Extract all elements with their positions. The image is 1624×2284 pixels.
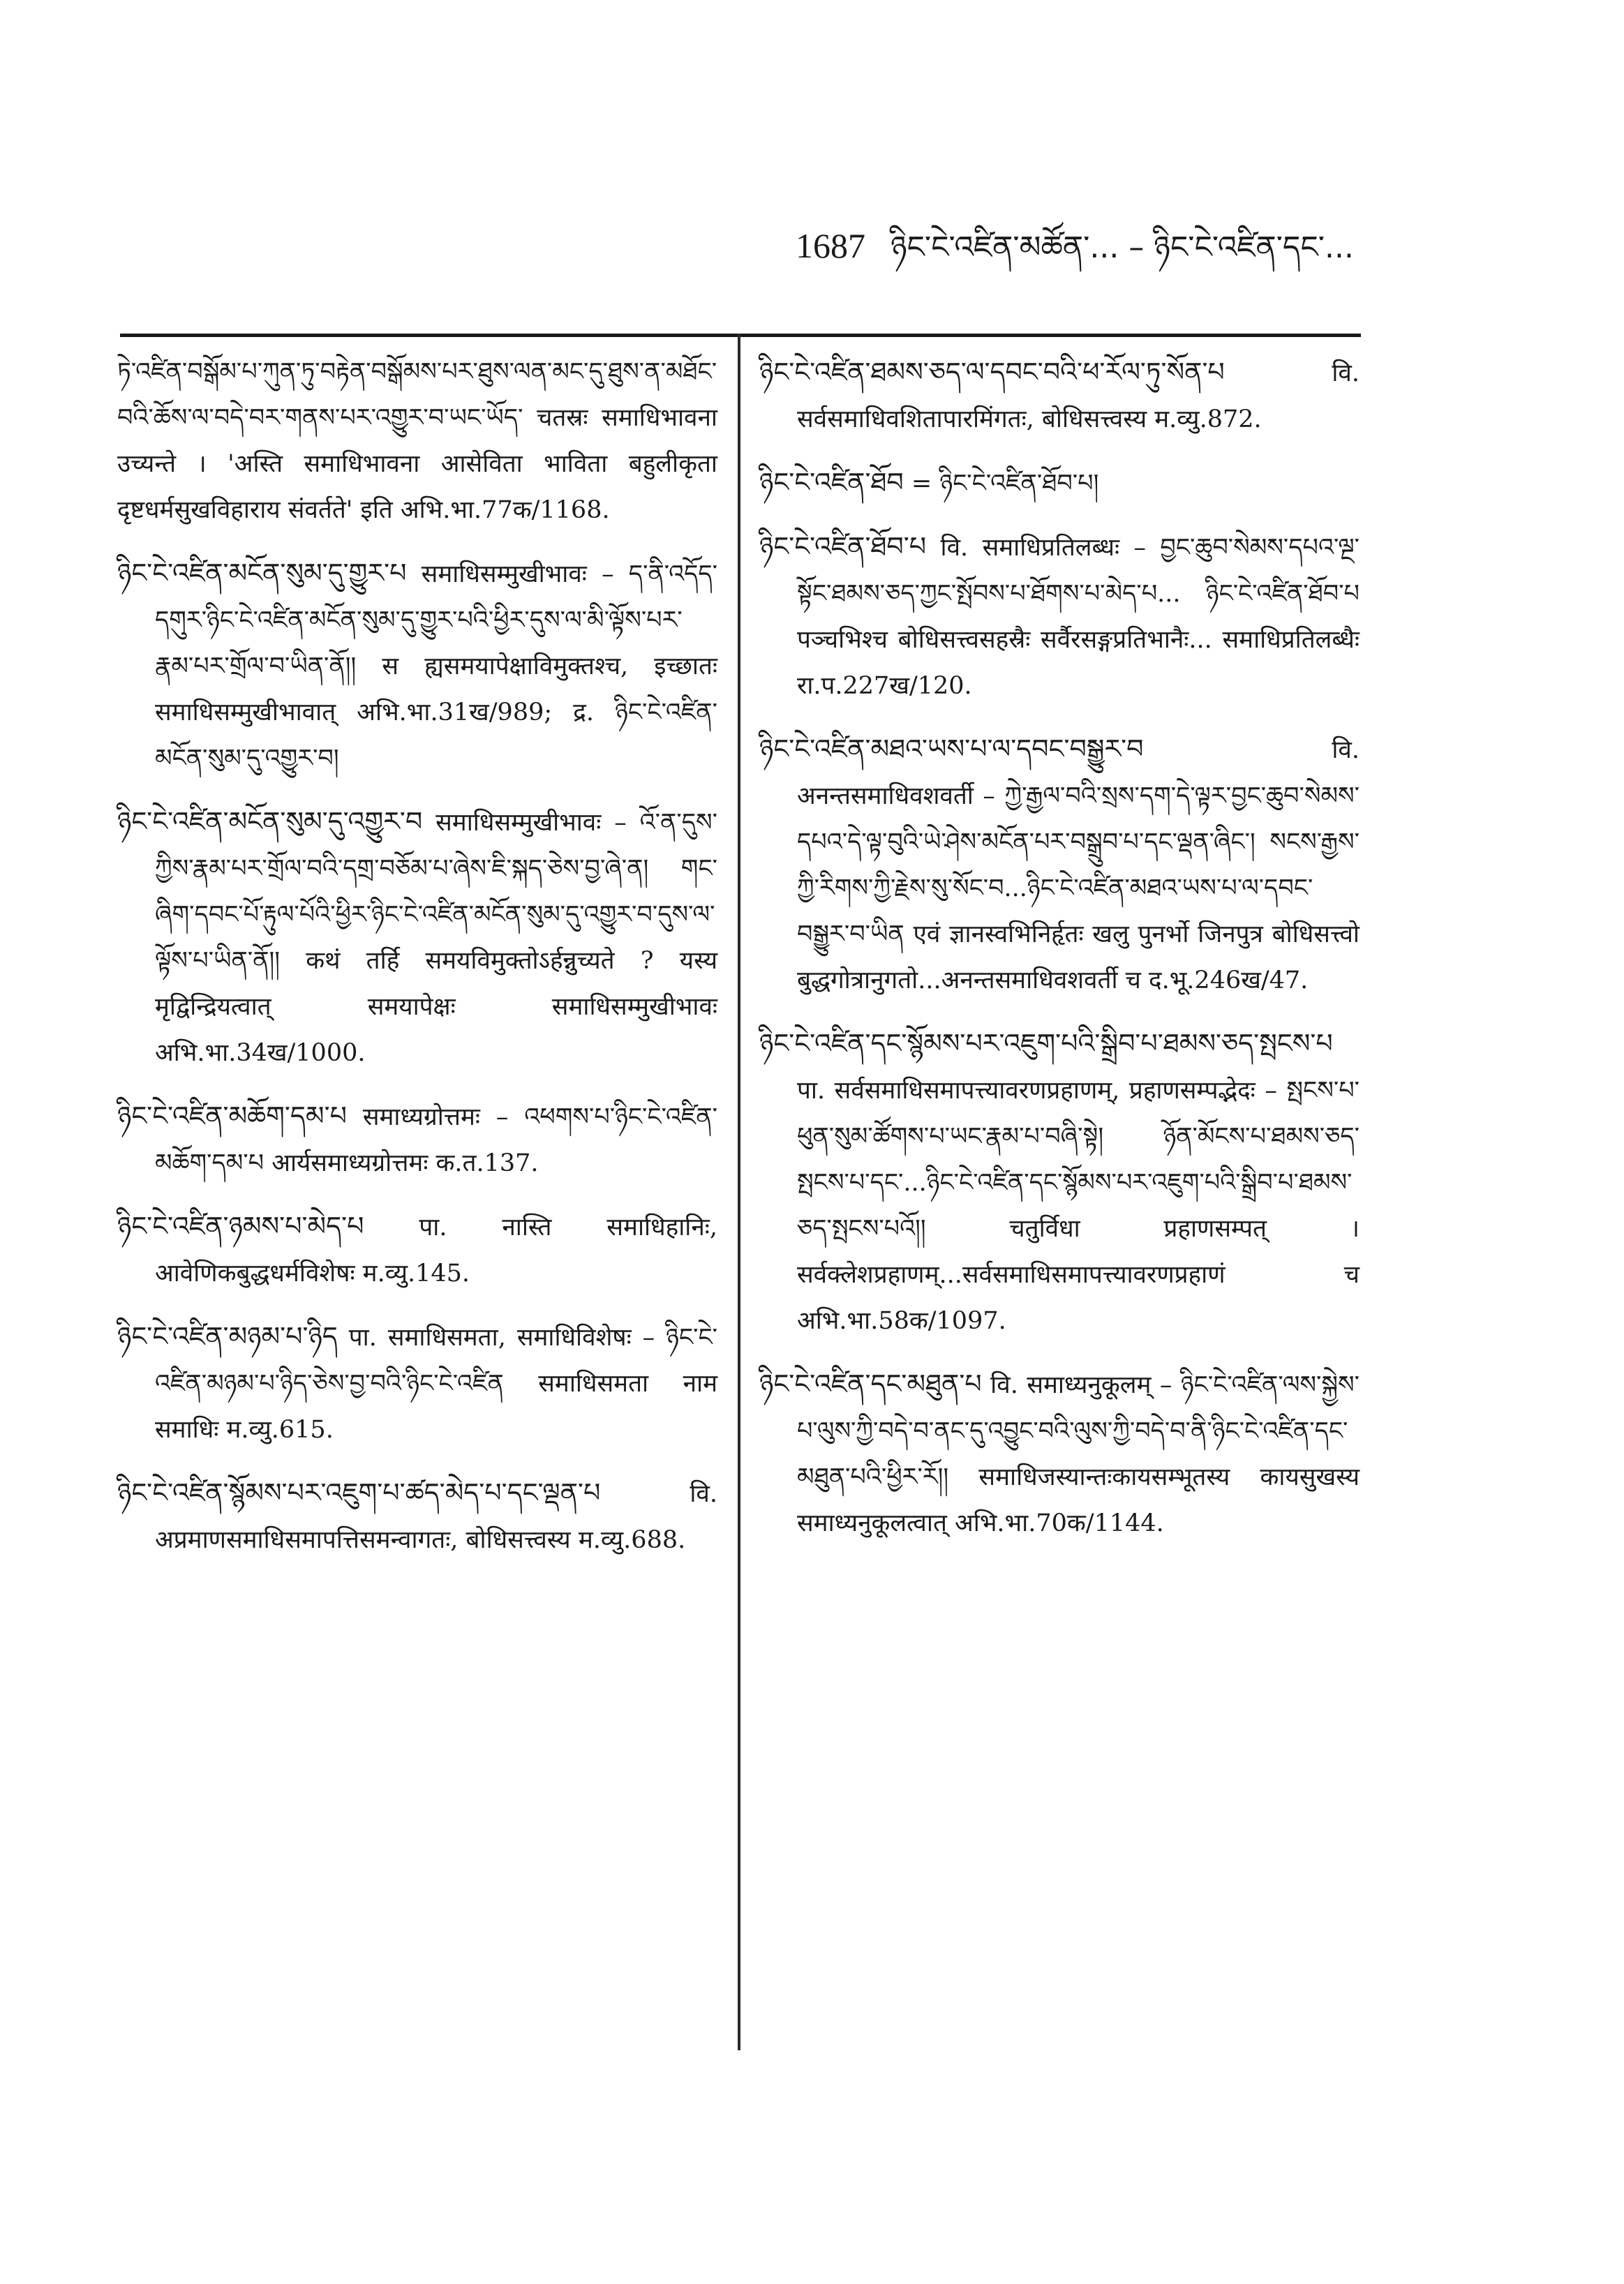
entry-body: समाधिसम्मुखीभावः – འོ་ན་དུས་ཀྱིས་རྣམ་པར་གྲོལ་བའི་དགྲ་བཅོམ་པ་ཞེས་ཇི་སྐད་ཅེས་བྱ་ཞེ་ན། གང་ཞིག་དབང་པོ་རྟུལ་པོའི་ཕྱིར་ཉིང་ངེ་འཛིན་མངོན་སུམ་དུ་འགྱུར་བ་དུས་ལ་ལྟོས་པ་ཡིན་ནོ།། कथं तर्हि समयविमुक्तोऽर्हन्नुच्यते ? यस्य मृद्विन्द्रियत्वात् समयापेक्षः समाधिसम्मुखीभावः अभि.भा.34ख/1000. bbox=[155, 809, 717, 1067]
dictionary-entry bbox=[759, 1020, 1359, 1344]
entry-body: वि. अप्रमाणसमाधिसमापत्तिसमन्वागतः, बोधिसत्त्वस्य म.व्यु.688. bbox=[155, 1480, 717, 1554]
entry-headword: ཉིང་ངེ་འཛིན་མངོན་སུམ་དུ་འགྱུར་བ bbox=[117, 806, 423, 837]
dictionary-entry bbox=[117, 1203, 717, 1297]
entry-body: ཏེ་འཛིན་བསྒོམ་པ་ཀུན་ཏུ་བརྟེན་བསྒོམས་པར་ཐུས་ལན་མང་དུ་ཐུས་ན་མཐོང་བའི་ཆོས་ལ་བདེ་བར་གནས་པར་འགྱུར་བ་ཡང་ཡོད་ चतस्रः समाधिभावना उच्यन्ते । 'अस्ति समाधिभावना आसेविता भाविता बहुलीकृता दृष्टधर्मसुखविहाराय संवर्तते' इति अभि.भा.77क/1168. bbox=[117, 358, 717, 524]
running-head bbox=[698, 225, 1354, 269]
entry-headword: ཉིང་ངེ་འཛིན་མཐའ་ཡས་པ་ལ་དབང་བསྒྱུར་བ bbox=[759, 733, 1144, 764]
dictionary-entry bbox=[117, 1470, 717, 1563]
entry-headword: ཉིང་ངེ་འཛིན་ཐོབ bbox=[759, 467, 904, 498]
running-head-text: ཉིང་ངེ་འཛིན་མཚོན་... – ཉིང་ངེ་འཛིན་དང་... bbox=[890, 230, 1354, 265]
entry-headword: ཉིང་ངེ་འཛིན་མཆོག་དམ་པ bbox=[117, 1100, 347, 1131]
header-rule bbox=[120, 334, 1361, 337]
entry-headword: ཉིང་ངེ་འཛིན་མཉམ་པ་ཉིད bbox=[117, 1321, 338, 1352]
dictionary-entry bbox=[117, 1313, 717, 1453]
entry-headword: ཉིང་ངེ་འཛིན་སྙོམས་པར་འཇུག་པ་ཚད་མེད་པ་དང་ལྡན་པ bbox=[117, 1477, 601, 1508]
entry-body: वि. समाध्यनुकूलम् – ཉིང་ངེ་འཛིན་ལས་སྐྱེས་པ་ལུས་ཀྱི་བདེ་བ་ནང་དུ་འབྱུང་བའི་ལུས་ཀྱི་བདེ་བ་ནི་ཉིང་ངེ་འཛིན་དང་མཐུན་པའི་ཕྱིར་རོ།། समाधिजस्यान्तःकायसम्भूतस्य कायसुखस्य समाध्यनुकूलत्वात् अभि.भा.70क/1144. bbox=[797, 1371, 1359, 1537]
entry-body: पा. समाधिसमता, समाधिविशेषः – ཉིང་ངེ་འཛིན་མཉམ་པ་ཉིད་ཅེས་བྱ་བའི་ཉིང་ངེ་འཛིན समाधिसमता नाम समाधिः म.व्यु.615. bbox=[155, 1324, 717, 1444]
dictionary-entry-continued bbox=[117, 349, 717, 533]
dictionary-entry bbox=[759, 349, 1359, 442]
entry-body: वि. सर्वसमाधिवशितापारमिंगतः, बोधिसत्त्वस्य म.व्यु.872. bbox=[797, 359, 1359, 433]
entry-body: पा. नास्ति समाधिहानिः, आवेणिकबुद्धधर्मविशेषः म.व्यु.145. bbox=[155, 1214, 717, 1287]
dictionary-entry bbox=[117, 550, 717, 782]
dictionary-entry bbox=[759, 1361, 1359, 1546]
dictionary-entry bbox=[759, 726, 1359, 1003]
dictionary-entry bbox=[759, 523, 1359, 709]
right-column bbox=[759, 349, 1359, 1563]
entry-body: समाधिसम्मुखीभावः – ད་ནི་འདོད་དགུར་ཉིང་ངེ་འཛིན་མངོན་སུམ་དུ་གྱུར་པའི་ཕྱིར་དུས་ལ་མི་ལྟོས་པར་རྣམ་པར་གྲོལ་བ་ཡིན་ནོ།། स ह्यसमयापेक्षाविमुक्तश्च, इच्छातः समाधिसम्मुखीभावात् अभि.भा.31ख/989; द्र. ཉིང་ངེ་འཛིན་མངོན་སུམ་དུ་འགྱུར་བ། bbox=[155, 560, 717, 772]
entry-body: वि. अनन्तसमाधिवशवर्ती – ཀྱེ་རྒྱལ་བའི་སྲས་དག་དེ་ལྟར་བྱང་ཆུབ་སེམས་དཔའ་དེ་ལྟ་བུའི་ཡེ་ཤེས་མངོན་པར་བསྒྲུབ་པ་དང་ལྡན་ཞིང་། སངས་རྒྱས་ཀྱི་རིགས་ཀྱི་རྗེས་སུ་སོང་བ...ཉིང་ངེ་འཛིན་མཐའ་ཡས་པ་ལ་དབང་བསྒྱུར་བ་ཡིན एवं ज्ञानस्वभिनिर्हृतः खलु पुनर्भो जिनपुत्र बोधिसत्त्वो बुद्धगोत्रानुगतो...अनन्तसमाधिवशवर्ती च द.भू.246ख/47. bbox=[797, 736, 1359, 994]
entry-headword: ཉིང་ངེ་འཛིན་མངོན་སུམ་དུ་གྱུར་པ bbox=[117, 558, 407, 588]
dictionary-entry bbox=[117, 798, 717, 1076]
entry-headword: ཉིང་ངེ་འཛིན་ཐམས་ཅད་ལ་དབང་བའི་ཕ་རོལ་ཏུ་སོན་པ bbox=[759, 357, 1225, 387]
entry-body: पा. सर्वसमाधिसमापत्त्यावरणप्रहाणम्, प्रहाणसम्पद्भेदः – སྤངས་པ་ཕུན་སུམ་ཚོགས་པ་ཡང་རྣམ་པ་བཞི་སྟེ། ཉོན་མོངས་པ་ཐམས་ཅད་སྤངས་པ་དང་...ཉིང་ངེ་འཛིན་དང་སྙོམས་པར་འཇུག་པའི་སྒྲིབ་པ་ཐམས་ཅད་སྤངས་པའོ།། चतुर्विधा प्रहाणसम्पत् । सर्वक्लेशप्रहाणम्...सर्वसमाधिसमापत्त्यावरणप्रहाणं च अभि.भा.58क/1097. bbox=[797, 1077, 1359, 1335]
entry-body: = ཉིང་ངེ་འཛིན་ཐོབ་པ། bbox=[911, 470, 1099, 498]
dictionary-entry bbox=[759, 459, 1359, 507]
column-divider bbox=[738, 334, 740, 2050]
left-column bbox=[117, 349, 717, 1580]
entry-body: समाध्यग्रोत्तमः – འཕགས་པ་ཉིང་ངེ་འཛིན་མཆོག་དམ་པ आर्यसमाध्यग्रोत्तमः क.त.137. bbox=[155, 1103, 717, 1177]
entry-body: वि. समाधिप्रतिलब्धः – བྱང་ཆུབ་སེམས་དཔའ་ལྔ་སྟོང་ཐམས་ཅད་ཀྱང་སྤོབས་པ་ཐོགས་པ་མེད་པ... ཉིང་ངེ་འཛིན་ཐོབ་པ पञ्चभिश्च बोधिसत्त्वसहस्रैः सर्वैरसङ्गप्रतिभानैः... समाधिप्रतिलब्धैः रा.प.227ख/120. bbox=[797, 534, 1359, 700]
entry-headword: ཉིང་ངེ་འཛིན་དང་མཐུན་པ bbox=[759, 1368, 982, 1399]
page-number: 1687 bbox=[795, 226, 865, 265]
entry-headword: ཉིང་ངེ་འཛིན་ཉམས་པ་མེད་པ bbox=[117, 1211, 364, 1241]
entry-headword: ཉིང་ངེ་འཛིན་ཐོབ་པ bbox=[759, 531, 927, 562]
dictionary-entry bbox=[117, 1093, 717, 1186]
entry-headword: ཉིང་ངེ་འཛིན་དང་སྙོམས་པར་འཇུག་པའི་སྒྲིབ་པ་ཐམས་ཅད་སྤངས་པ bbox=[759, 1028, 1333, 1059]
